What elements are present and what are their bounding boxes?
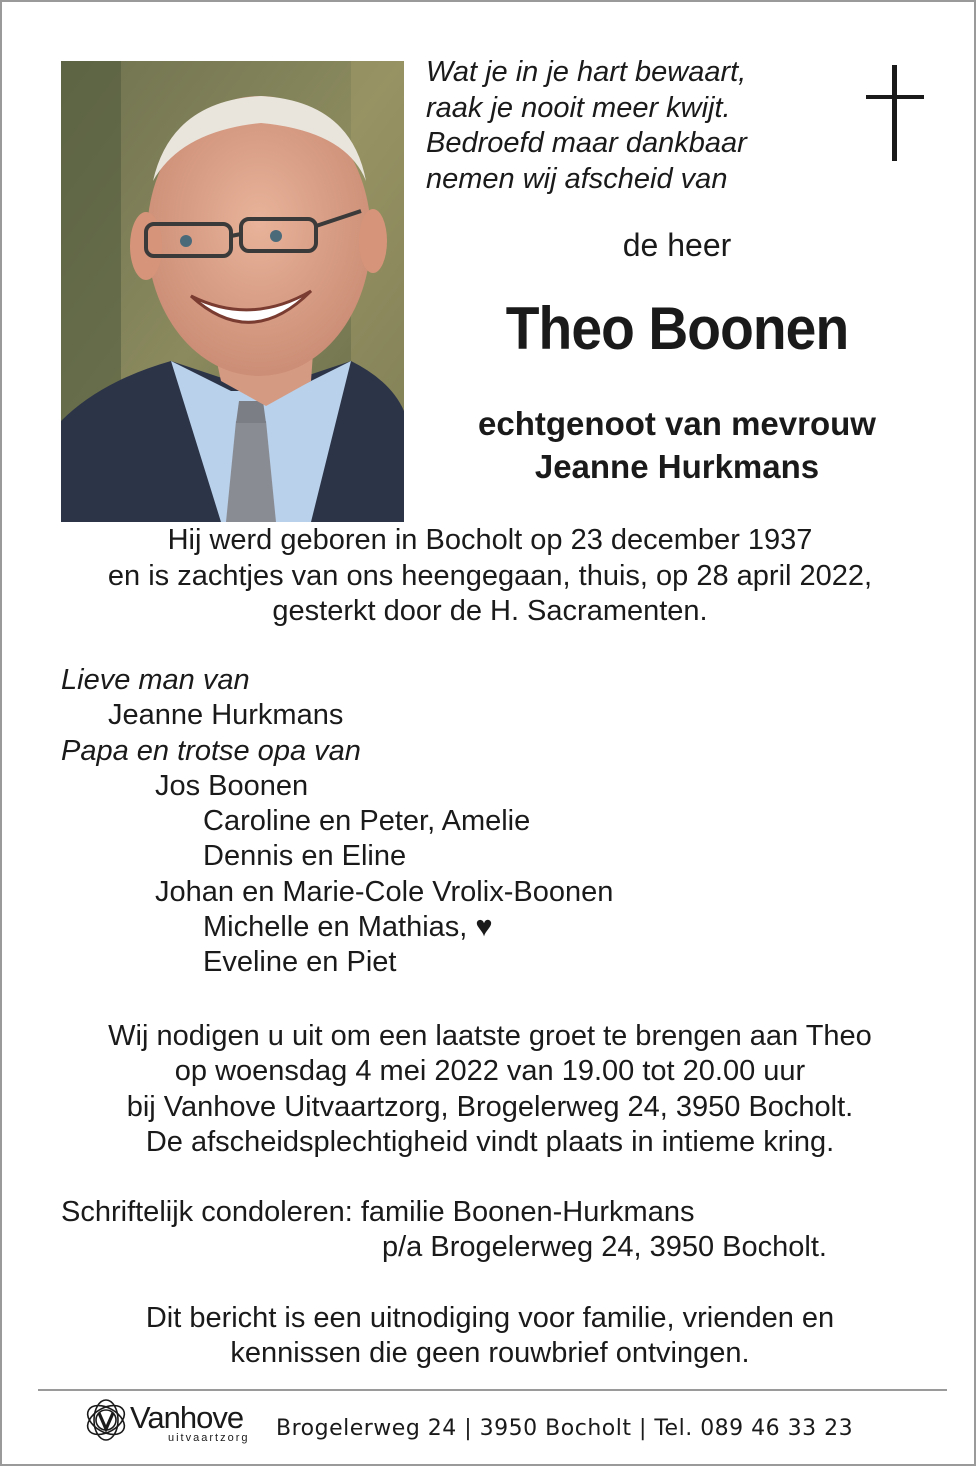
condolences-line: Schriftelijk condoleren: familie Boonen-Hurkmans <box>61 1196 695 1228</box>
verse-line: raak je nooit meer kwijt. <box>426 91 731 124</box>
verse <box>426 55 846 197</box>
family-child: Johan en Marie-Cole Vrolix-Boonen <box>155 875 614 908</box>
death-line: en is zachtjes van ons heengegaan, thuis, op 28 april 2022, <box>107 559 873 592</box>
cross-icon <box>866 65 924 161</box>
vanhove-logo-icon <box>82 1396 130 1444</box>
verse-line: nemen wij afscheid van <box>426 162 728 195</box>
invitation-line: op woensdag 4 mei 2022 van 19.00 tot 20.00 uur <box>174 1055 806 1088</box>
family-grandchild: Caroline en Peter, Amelie <box>203 805 531 838</box>
vanhove-logo <box>82 1396 262 1448</box>
deceased-name: Theo Boonen <box>505 295 849 362</box>
family-grandchild: Michelle en Mathias, ♥ <box>203 911 493 944</box>
verse-line: Wat je in je hart bewaart, <box>426 56 747 88</box>
notice-line: Dit bericht is een uitnodiging voor familie, vrienden en <box>145 1302 835 1334</box>
footer-divider <box>38 1389 947 1391</box>
family-list <box>61 663 613 981</box>
spouse-line-1: echtgenoot van mevrouw <box>478 405 876 442</box>
family-grandchild: Eveline en Piet <box>203 946 397 979</box>
spouse-heading: Lieve man van <box>61 664 250 696</box>
invitation-line: bij Vanhove Uitvaartzorg, Brogelerweg 24, 3950 Bocholt. <box>126 1090 854 1123</box>
birth-line: Hij werd geboren in Bocholt op 23 december 1937 <box>167 524 813 556</box>
portrait-photo <box>61 61 404 522</box>
invitation-line: De afscheidsplechtigheid vindt plaats in intieme kring. <box>145 1125 835 1158</box>
condolences-address: p/a Brogelerweg 24, 3950 Bocholt. <box>382 1231 827 1264</box>
family-grandchild: Dennis en Eline <box>203 840 407 873</box>
birth-death-info <box>2 523 978 630</box>
family-child: Jos Boonen <box>155 769 309 802</box>
notice-line: kennissen die geen rouwbrief ontvingen. <box>230 1337 750 1370</box>
invitation-line: Wij nodigen u uit om een laatste groet te brengen aan Theo <box>108 1020 872 1052</box>
children-heading: Papa en trotse opa van <box>61 734 361 767</box>
family-spouse: Jeanne Hurkmans <box>108 699 344 732</box>
notice <box>2 1301 978 1372</box>
footer-contact: Brogelerweg 24 | 3950 Bocholt | Tel. 089 46 33 23 <box>276 1416 854 1441</box>
salutation: de heer <box>622 227 732 263</box>
logo-subtitle: uitvaartzorg <box>168 1432 250 1444</box>
verse-line: Bedroefd maar dankbaar <box>426 127 747 159</box>
sacrament-line: gesterkt door de H. Sacramenten. <box>272 595 708 627</box>
spouse-line <box>422 402 932 488</box>
condolences <box>61 1195 827 1266</box>
invitation <box>2 1019 978 1160</box>
logo-name: Vanhove <box>130 1400 244 1435</box>
spouse-line-2: Jeanne Hurkmans <box>534 448 820 485</box>
